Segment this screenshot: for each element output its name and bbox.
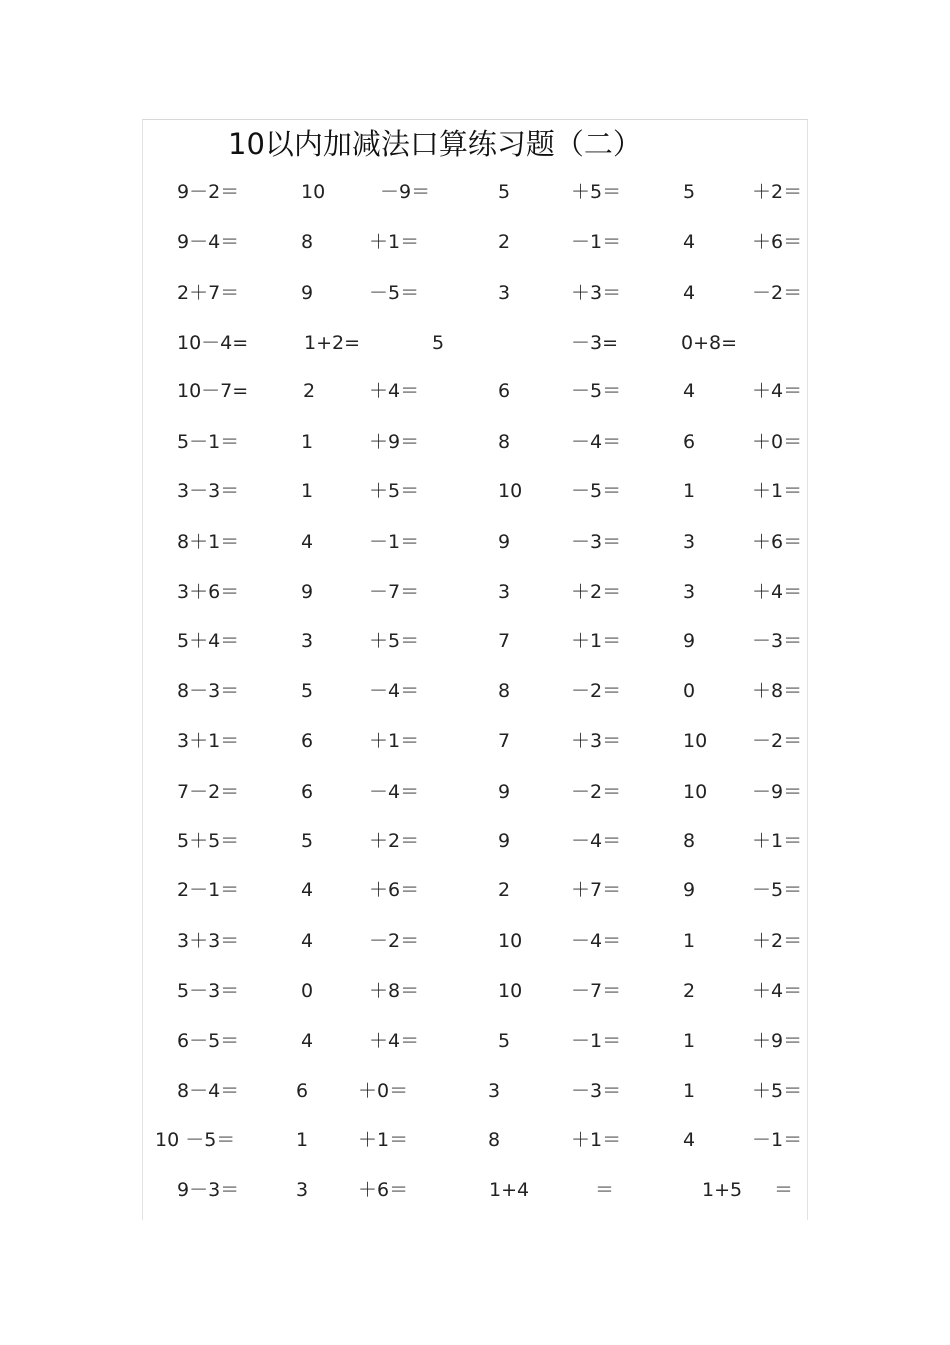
exercise-cell: 3＋3＝: [177, 930, 240, 952]
exercise-cell: 10: [498, 980, 523, 1002]
exercise-cell: 5: [683, 181, 696, 203]
exercise-cell: 9－2＝: [177, 181, 240, 203]
exercise-cell: 3: [296, 1179, 309, 1201]
exercise-cell: －4＝: [369, 680, 420, 702]
exercise-cell: 1: [301, 431, 314, 453]
exercise-cell: ＋2＝: [571, 581, 622, 603]
exercise-cell: 4: [301, 1030, 314, 1052]
exercise-cell: 3＋6＝: [177, 581, 240, 603]
exercise-cell: 6－5＝: [177, 1030, 240, 1052]
exercise-cell: ＋4＝: [752, 581, 803, 603]
exercise-cell: 6: [498, 380, 511, 402]
exercise-cell: 9: [301, 581, 314, 603]
exercise-cell: 6: [301, 781, 314, 803]
exercise-cell: －1＝: [752, 1129, 803, 1151]
exercise-cell: 9－3＝: [177, 1179, 240, 1201]
exercise-cell: 1: [683, 930, 696, 952]
worksheet-frame: [142, 119, 808, 1220]
exercise-cell: 10: [498, 480, 523, 502]
exercise-cell: －1＝: [571, 1030, 622, 1052]
exercise-cell: ＋3＝: [571, 730, 622, 752]
exercise-cell: －3＝: [571, 1080, 622, 1102]
exercise-cell: ＋6＝: [358, 1179, 409, 1201]
exercise-cell: ＋1＝: [358, 1129, 409, 1151]
exercise-cell: ＋4＝: [752, 380, 803, 402]
exercise-cell: －9＝: [752, 781, 803, 803]
exercise-cell: ＋5＝: [571, 181, 622, 203]
exercise-cell: ＋6＝: [752, 531, 803, 553]
exercise-cell: －1＝: [571, 231, 622, 253]
exercise-cell: 0+8=: [681, 332, 738, 354]
exercise-cell: 4: [301, 879, 314, 901]
exercise-cell: ＋1＝: [752, 830, 803, 852]
exercise-cell: ＋6＝: [752, 231, 803, 253]
exercise-cell: 3＋1＝: [177, 730, 240, 752]
exercise-cell: 1: [301, 480, 314, 502]
exercise-cell: 2: [498, 231, 511, 253]
exercise-cell: 3: [683, 531, 696, 553]
exercise-cell: ＋5＝: [369, 630, 420, 652]
exercise-cell: －7＝: [571, 980, 622, 1002]
exercise-cell: 3: [683, 581, 696, 603]
exercise-cell: ＋7＝: [571, 879, 622, 901]
exercise-cell: 1+5: [702, 1179, 743, 1201]
exercise-cell: 1: [683, 480, 696, 502]
exercise-cell: ＋9＝: [752, 1030, 803, 1052]
exercise-cell: ＋5＝: [369, 480, 420, 502]
exercise-cell: －3=: [571, 332, 619, 354]
exercise-cell: ＋0＝: [358, 1080, 409, 1102]
exercise-cell: 8＋1＝: [177, 531, 240, 553]
exercise-cell: 7: [498, 630, 511, 652]
exercise-cell: －2＝: [369, 930, 420, 952]
exercise-cell: 5－3＝: [177, 980, 240, 1002]
exercise-cell: －2＝: [752, 730, 803, 752]
exercise-cell: 3: [488, 1080, 501, 1102]
exercise-cell: ＋1＝: [571, 1129, 622, 1151]
exercise-cell: ＋8＝: [369, 980, 420, 1002]
exercise-cell: 1: [683, 1030, 696, 1052]
exercise-cell: ＋1＝: [369, 730, 420, 752]
exercise-cell: 1+2=: [304, 332, 361, 354]
exercise-cell: 5: [498, 181, 511, 203]
exercise-cell: 4: [683, 1129, 696, 1151]
exercise-cell: 1+4: [489, 1179, 530, 1201]
exercise-cell: 10: [301, 181, 326, 203]
exercise-cell: 2: [498, 879, 511, 901]
exercise-cell: ＋1＝: [369, 231, 420, 253]
exercise-cell: 5: [301, 830, 314, 852]
exercise-cell: －4＝: [571, 431, 622, 453]
exercise-cell: 10 －5＝: [155, 1129, 236, 1151]
exercise-cell: ＋8＝: [752, 680, 803, 702]
exercise-cell: －9＝: [380, 181, 431, 203]
exercise-cell: 8: [301, 231, 314, 253]
exercise-cell: 6: [301, 730, 314, 752]
exercise-cell: －5＝: [571, 480, 622, 502]
exercise-cell: 4: [683, 380, 696, 402]
exercise-cell: 9: [498, 531, 511, 553]
exercise-cell: 8: [488, 1129, 501, 1151]
exercise-cell: 9: [301, 282, 314, 304]
page-title: 10以内加减法口算练习题（二）: [228, 127, 642, 161]
exercise-cell: 2－1＝: [177, 879, 240, 901]
exercise-cell: 5＋4＝: [177, 630, 240, 652]
exercise-cell: 10: [683, 730, 708, 752]
exercise-cell: 8: [683, 830, 696, 852]
exercise-cell: －5＝: [752, 879, 803, 901]
exercise-cell: 10: [683, 781, 708, 803]
exercise-cell: ＋2＝: [752, 930, 803, 952]
exercise-cell: －7＝: [369, 581, 420, 603]
exercise-cell: 9: [498, 830, 511, 852]
exercise-cell: 9: [498, 781, 511, 803]
exercise-cell: 10－7=: [177, 380, 249, 402]
exercise-cell: 0: [683, 680, 696, 702]
exercise-cell: －4＝: [571, 930, 622, 952]
exercise-cell: －5＝: [369, 282, 420, 304]
exercise-cell: 9－4＝: [177, 231, 240, 253]
exercise-cell: 5: [301, 680, 314, 702]
exercise-cell: 10: [498, 930, 523, 952]
exercise-cell: －3＝: [571, 531, 622, 553]
exercise-cell: 5＋5＝: [177, 830, 240, 852]
exercise-cell: －4＝: [369, 781, 420, 803]
exercise-cell: ＋0＝: [752, 431, 803, 453]
exercise-cell: 10－4=: [177, 332, 249, 354]
exercise-cell: ＋4＝: [752, 980, 803, 1002]
exercise-cell: ＋2＝: [752, 181, 803, 203]
exercise-cell: ＋4＝: [369, 380, 420, 402]
exercise-cell: 2: [303, 380, 316, 402]
exercise-cell: ＋3＝: [571, 282, 622, 304]
exercise-cell: －2＝: [571, 680, 622, 702]
exercise-cell: 9: [683, 630, 696, 652]
exercise-cell: 5: [432, 332, 445, 354]
exercise-cell: 1: [296, 1129, 309, 1151]
exercise-cell: 4: [683, 282, 696, 304]
exercise-cell: ＋1＝: [752, 480, 803, 502]
exercise-cell: 4: [301, 930, 314, 952]
exercise-cell: 0: [301, 980, 314, 1002]
exercise-cell: ＋2＝: [369, 830, 420, 852]
exercise-cell: 4: [683, 231, 696, 253]
exercise-cell: 3: [498, 282, 511, 304]
exercise-cell: 8: [498, 431, 511, 453]
exercise-cell: 5－1＝: [177, 431, 240, 453]
exercise-cell: ＋4＝: [369, 1030, 420, 1052]
exercise-cell: －2＝: [752, 282, 803, 304]
exercise-cell: 1: [683, 1080, 696, 1102]
exercise-cell: 3－3＝: [177, 480, 240, 502]
exercise-cell: 8－3＝: [177, 680, 240, 702]
exercise-cell: ＝: [774, 1179, 794, 1201]
exercise-cell: －5＝: [571, 380, 622, 402]
exercise-cell: 6: [296, 1080, 309, 1102]
exercise-cell: 4: [301, 531, 314, 553]
exercise-cell: 2: [683, 980, 696, 1002]
exercise-cell: ＋6＝: [369, 879, 420, 901]
exercise-cell: －4＝: [571, 830, 622, 852]
exercise-cell: 8－4＝: [177, 1080, 240, 1102]
exercise-cell: ＋9＝: [369, 431, 420, 453]
exercise-cell: －3＝: [752, 630, 803, 652]
exercise-cell: 2＋7＝: [177, 282, 240, 304]
exercise-cell: ＋1＝: [571, 630, 622, 652]
exercise-cell: ＋5＝: [752, 1080, 803, 1102]
exercise-cell: 5: [498, 1030, 511, 1052]
exercise-cell: ＝: [595, 1179, 615, 1201]
exercise-cell: 7－2＝: [177, 781, 240, 803]
exercise-cell: 9: [683, 879, 696, 901]
exercise-cell: 7: [498, 730, 511, 752]
exercise-cell: －2＝: [571, 781, 622, 803]
exercise-cell: 3: [498, 581, 511, 603]
exercise-cell: 3: [301, 630, 314, 652]
exercise-cell: 6: [683, 431, 696, 453]
exercise-cell: 8: [498, 680, 511, 702]
exercise-cell: －1＝: [369, 531, 420, 553]
